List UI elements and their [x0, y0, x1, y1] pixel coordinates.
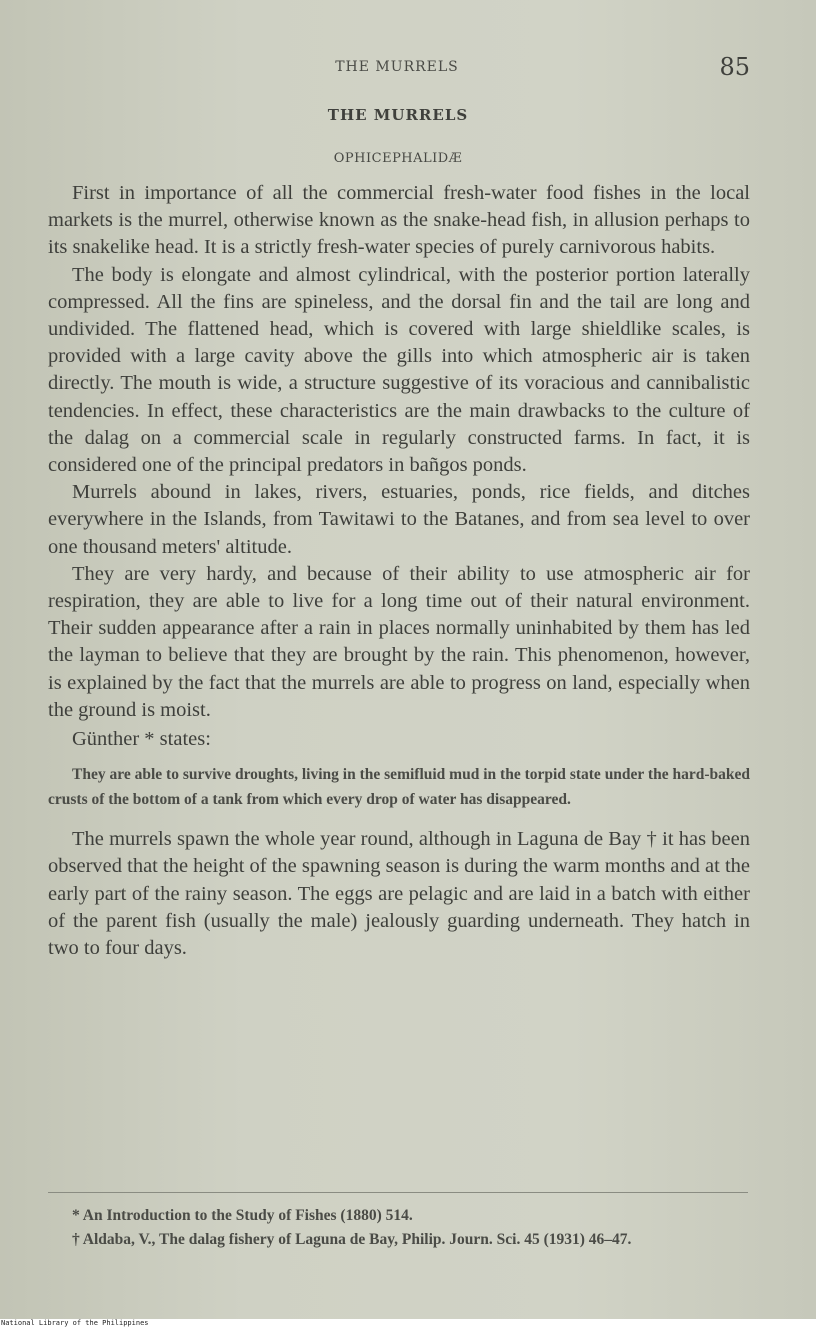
paragraph: The body is elongate and almost cylindrical, with the posterior portion laterally compressed. All the fins are spineless, and the dorsal fin and the tail are long and undivided. The flattened head, which is covered with large shieldlike scales, is provided with a large cavity above the gills into which atmospheric air is taken directly. The mouth is wide, a structure suggestive of its voracious and cannibalistic tendencies. In effect, these characteristics are the main drawbacks to the culture of the dalag on a commercial scale in regularly constructed farms. In fact, it is considered one of the principal predators in bañgos ponds. [48, 263, 750, 477]
footnotes [48, 1204, 750, 1252]
chapter-title: THE MURRELS [327, 106, 469, 124]
library-credit: National Library of the Philippines [0, 1319, 816, 1328]
block-quote: They are able to survive droughts, living in the semifluid mud in the torpid state under the hard-baked crusts of the bottom of a tank from which every drop of water has disappeared. [48, 766, 750, 808]
paragraph: The murrels spawn the whole year round, although in Laguna de Bay † it has been observed that the height of the spawning season is during the warm months and at the early part of the rainy season. The eggs are pelagic and are laid in a batch with either of the parent fish (usually the male) jealously guarding underneath. They hatch in two to four days. [48, 828, 750, 960]
footnote-rule [48, 1192, 748, 1193]
family-name: OPHICEPHALIDÆ [333, 151, 463, 166]
quote-intro: Günther * states: [72, 728, 211, 751]
running-head [44, 53, 750, 81]
footnote: † Aldaba, V., The dalag fishery of Laguna de Bay, Philip. Journ. Sci. 45 (1931) 46–47. [72, 1231, 632, 1248]
paragraph: Murrels abound in lakes, rivers, estuaries, ponds, rice fields, and ditches everywhere in the Islands, from Tawitawi to the Batanes, and from sea level to over one thousand meters' altitude. [48, 481, 750, 558]
paragraph: They are very hardy, and because of their ability to use atmospheric air for respiration, they are able to live for a long time out of their natural environment. Their sudden appearance after a rain in places normally uninhabited by them has led the layman to believe that they are brought by the rain. This phenomenon, however, is explained by the fact that the murrels are able to progress on land, especially when the ground is moist. [48, 562, 750, 721]
body-text [48, 180, 750, 962]
paragraph: First in importance of all the commercial fresh-water food fishes in the local markets is the murrel, otherwise known as the snake-head fish, in allusion perhaps to its snakelike head. It is a strictly fresh-water species of purely carnivorous habits. [48, 182, 750, 259]
footnote: * An Introduction to the Study of Fishes (1880) 514. [72, 1207, 413, 1224]
running-title: THE MURRELS [335, 59, 459, 75]
page-number: 85 [719, 53, 750, 81]
